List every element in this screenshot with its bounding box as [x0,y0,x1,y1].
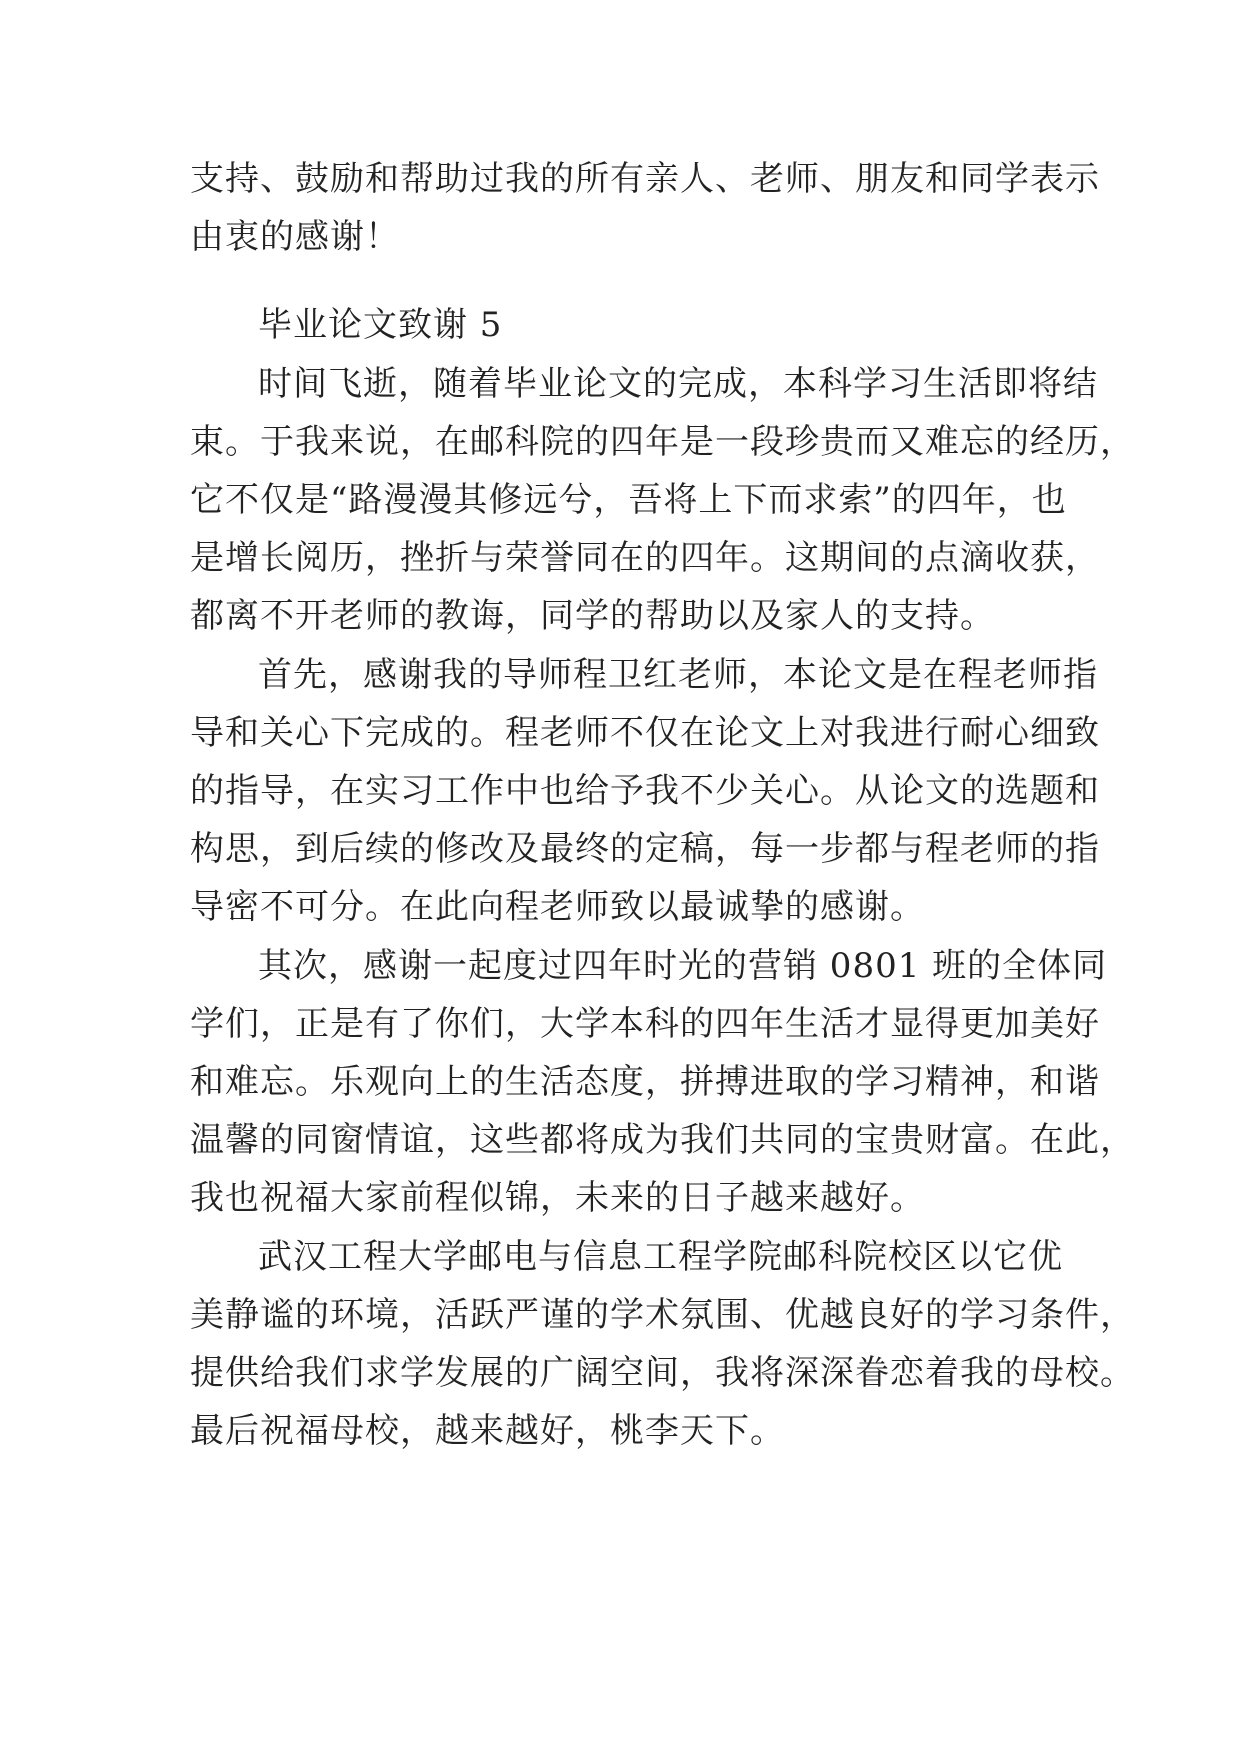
paragraph-line: 最后祝福母校，越来越好，桃李天下。 [190,1411,785,1451]
paragraph-line: 构思，到后续的修改及最终的定稿，每一步都与程老师的指 [190,829,1100,869]
paragraph-line: 是增长阅历，挫折与荣誉同在的四年。这期间的点滴收获， [190,538,1100,578]
paragraph-line: 首先，感谢我的导师程卫红老师，本论文是在程老师指 [258,655,1098,695]
paragraph-line: 束。于我来说，在邮科院的四年是一段珍贵而又难忘的经历， [190,422,1135,462]
paragraph-line: 学们，正是有了你们，大学本科的四年生活才显得更加美好 [190,1004,1100,1044]
paragraph-line: 它不仅是“路漫漫其修远兮，吾将上下而求索”的四年，也 [190,480,1067,520]
intro-line: 由衷的感谢！ [190,217,400,257]
section-title: 毕业论文致谢 5 [258,305,503,345]
paragraph-line: 我也祝福大家前程似锦，未来的日子越来越好。 [190,1178,925,1218]
paragraph-line: 其次，感谢一起度过四年时光的营销 0801 班的全体同 [258,946,1108,986]
paragraph-line: 美静谧的环境，活跃严谨的学术氛围、优越良好的学习条件， [190,1295,1135,1335]
paragraph-line: 提供给我们求学发展的广阔空间，我将深深眷恋着我的母校。 [190,1353,1135,1393]
paragraph-line: 导和关心下完成的。程老师不仅在论文上对我进行耐心细致 [190,713,1100,753]
paragraph-line: 的指导，在实习工作中也给予我不少关心。从论文的选题和 [190,771,1100,811]
paragraph-line: 导密不可分。在此向程老师致以最诚挚的感谢。 [190,887,925,927]
intro-line: 支持、鼓励和帮助过我的所有亲人、老师、朋友和同学表示 [190,159,1100,199]
paragraph-line: 温馨的同窗情谊，这些都将成为我们共同的宝贵财富。在此， [190,1120,1135,1160]
paragraph-line: 时间飞逝，随着毕业论文的完成，本科学习生活即将结 [258,364,1098,404]
paragraph-line: 和难忘。乐观向上的生活态度，拼搏进取的学习精神，和谐 [190,1062,1100,1102]
paragraph-line: 都离不开老师的教诲，同学的帮助以及家人的支持。 [190,596,995,636]
paragraph-line: 武汉工程大学邮电与信息工程学院邮科院校区以它优 [258,1237,1063,1277]
